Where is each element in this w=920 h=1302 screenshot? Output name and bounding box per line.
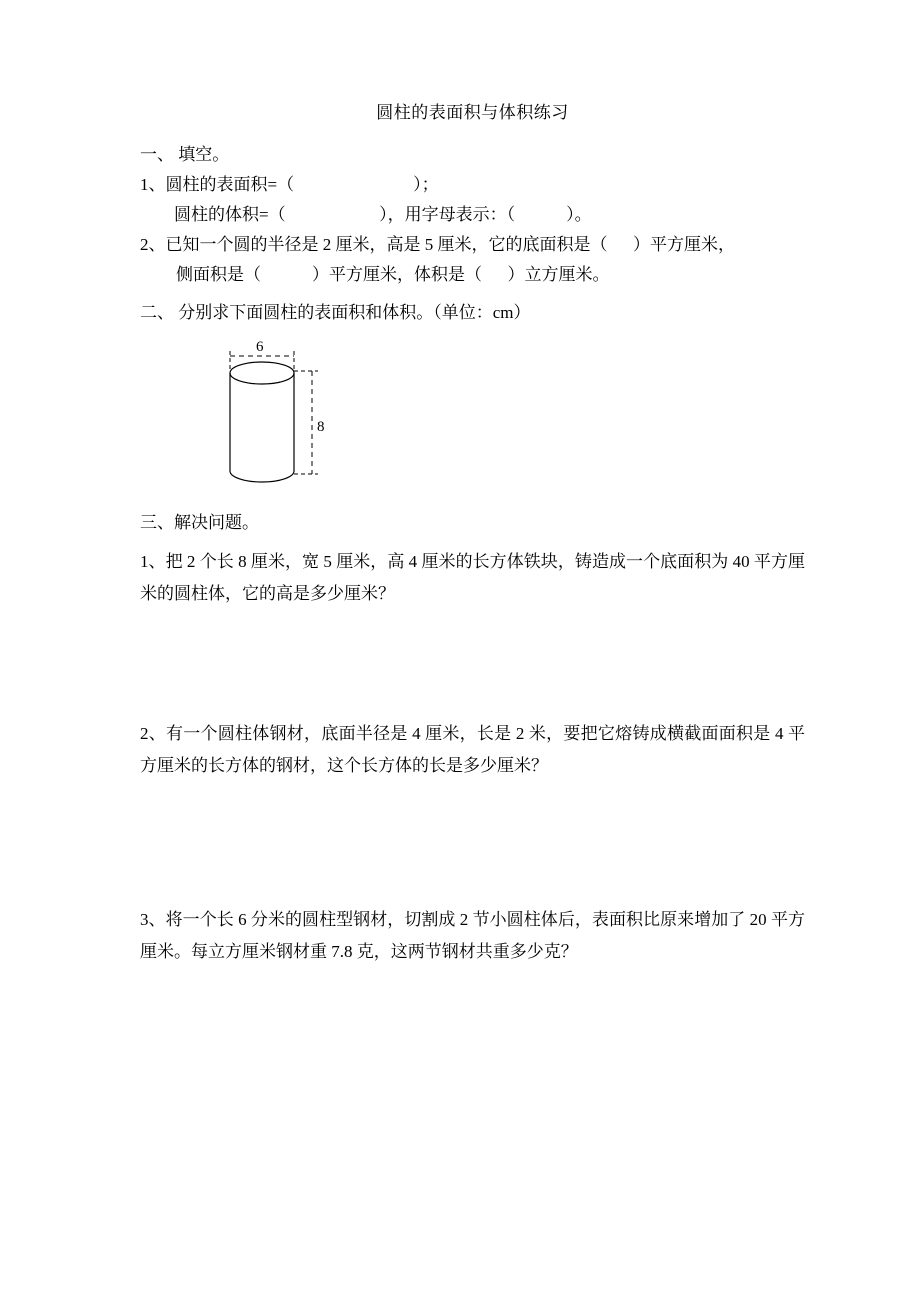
answer-space-1 bbox=[140, 610, 805, 718]
word-problem-3: 3、将一个长 6 分米的圆柱型钢材，切割成 2 节小圆柱体后，表面积比原来增加了 20 平方厘米。每立方厘米钢材重 7.8 克，这两节钢材共重多少克？ bbox=[140, 910, 805, 961]
section-1-heading: 一、 填空。 bbox=[140, 145, 230, 164]
fill-blank-question-1-line-2: 圆柱的体积=（ ），用字母表示：（ ）。 bbox=[174, 205, 592, 224]
fill-blank-question-2-line-1: 2、已知一个圆的半径是 2 厘米，高是 5 厘米，它的底面积是（ ）平方厘米， bbox=[140, 235, 735, 254]
cylinder-top-ellipse bbox=[230, 362, 294, 384]
height-label: 8 bbox=[317, 419, 325, 435]
word-problem-1: 1、把 2 个长 8 厘米，宽 5 厘米，高 4 厘米的长方体铁块，铸造成一个底面积为 40 平方厘米的圆柱体，它的高是多少厘米？ bbox=[140, 552, 805, 603]
spacer bbox=[140, 290, 805, 298]
section-2-heading: 二、 分别求下面圆柱的表面积和体积。（单位：cm） bbox=[140, 303, 531, 322]
fill-blank-question-1-line-1: 1、圆柱的表面积=（ ）； bbox=[140, 175, 439, 194]
page-title: 圆柱的表面积与体积练习 bbox=[376, 103, 569, 122]
cylinder-figure bbox=[200, 338, 805, 508]
section-3-heading: 三、解决问题。 bbox=[140, 513, 259, 532]
answer-space-2 bbox=[140, 782, 805, 904]
diameter-label: 6 bbox=[256, 339, 264, 355]
word-problem-2: 2、有一个圆柱体钢材，底面半径是 4 厘米，长是 2 米，要把它熔铸成横截面面积是 4 平方厘米的长方体的钢材，这个长方体的长是多少厘米？ bbox=[140, 724, 805, 775]
cylinder-drawing bbox=[200, 338, 400, 503]
spacer bbox=[140, 538, 805, 546]
fill-blank-question-2-line-2: 侧面积是（ ）平方厘米，体积是（ ）立方厘米。 bbox=[176, 265, 610, 284]
cylinder-bottom-arc bbox=[230, 471, 294, 482]
